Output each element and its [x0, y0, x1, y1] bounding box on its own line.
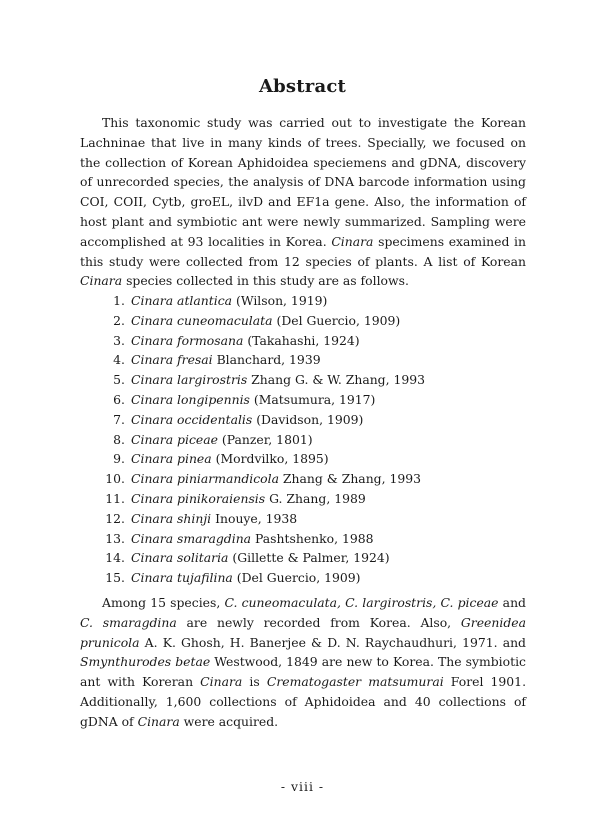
species-author: Zhang & Zhang, 1993 — [282, 471, 422, 487]
list-item — [80, 548, 526, 568]
list-item — [80, 410, 526, 430]
page-title: Abstract — [258, 76, 347, 97]
paragraph-text: Among 15 species, — [102, 595, 225, 610]
species-name: Cinara pinikoraiensis — [131, 490, 266, 506]
species-name: Cinara smaragdina — [131, 530, 252, 546]
species-author: Pashtshenko, 1988 — [255, 530, 374, 546]
list-number: 8. — [113, 431, 125, 447]
list-number: 4. — [113, 352, 125, 368]
list-item — [80, 430, 526, 450]
page-number: - viii - — [280, 779, 325, 794]
genus-name: Cinara — [331, 233, 374, 249]
abstract-paragraph-1 — [80, 113, 526, 291]
list-number: 12. — [105, 510, 125, 526]
species-author: Blanchard, 1939 — [216, 352, 321, 368]
list-number: 1. — [113, 293, 125, 308]
species-author: (Panzer, 1801) — [221, 431, 313, 447]
list-number: 9. — [113, 451, 125, 467]
species-author: (Matsumura, 1917) — [253, 391, 376, 407]
species-author: G. Zhang, 1989 — [269, 490, 366, 506]
species-name: Cinara cuneomaculata — [131, 312, 273, 328]
species-name: C. cuneomaculata, C. largirostris, C. piceae — [224, 595, 499, 610]
species-name: Cinara longipennis — [131, 391, 250, 407]
species-name: Cinara occidentalis — [131, 411, 253, 427]
abstract-paragraph-2 — [80, 593, 526, 732]
list-number: 5. — [113, 372, 125, 388]
species-name: Cinara piceae — [131, 431, 218, 447]
list-number: 13. — [105, 530, 125, 546]
list-number: 15. — [105, 570, 125, 586]
species-list — [80, 291, 526, 588]
species-name: Cinara shinji — [131, 510, 212, 526]
species-name: Cinara fresai — [131, 352, 213, 368]
species-author: Inouye, 1938 — [215, 510, 298, 526]
species-name: Greenidea prunicola — [80, 614, 526, 650]
species-author: (Del Guercio, 1909) — [236, 570, 361, 586]
list-number: 2. — [113, 312, 125, 328]
list-item — [80, 331, 526, 351]
paragraph-text: Westwood, 1849 are new to Korea. The symbiotic ant with Koreran — [80, 654, 526, 690]
list-item — [80, 469, 526, 489]
species-author: (Wilson, 1919) — [235, 293, 328, 308]
list-number: 6. — [113, 391, 125, 407]
list-number: 3. — [113, 332, 125, 348]
paragraph-text: Forel 1901. Additionally, 1,600 collections of Aphidoidea and 40 collections of gDNA of — [80, 674, 527, 729]
species-name: Smynthurodes betae — [80, 654, 211, 670]
list-item — [80, 489, 526, 509]
species-author: (Mordvilko, 1895) — [215, 451, 329, 467]
paragraph-text: This taxonomic study was carried out to investigate the Korean Lachninae that live in many kinds of trees. Specially, we focused on the collection of Korean Aphidoidea speciemens and gDNA, discovery of unrecorded species, the analysis of DNA barcode information using COI, COII, Cytb, groEL, ilvD and EF1a gene. Also, the information of host plant and symbiotic ant were newly summarized. Sampling were accomplished at 93 localities in Korea. — [80, 115, 526, 249]
species-name: Cinara solitaria — [131, 550, 229, 566]
genus-name: Cinara — [80, 273, 123, 289]
species-name: Cinara tujafilina — [131, 570, 233, 586]
species-name: Cinara formosana — [131, 332, 244, 348]
list-number: 7. — [113, 411, 125, 427]
species-name: Cinara pinea — [131, 451, 212, 467]
species-name: C. smaragdina — [80, 614, 177, 630]
paragraph-text: A. K. Ghosh, H. Banerjee & D. N. Raychaudhuri, 1971. and — [139, 634, 526, 650]
list-item — [80, 449, 526, 469]
genus-name: Cinara — [137, 713, 180, 729]
list-item — [80, 568, 526, 588]
paragraph-text: were acquired. — [179, 713, 279, 729]
list-number: 10. — [105, 471, 125, 487]
list-item — [80, 311, 526, 331]
list-item — [80, 529, 526, 549]
species-name: Cinara piniarmandicola — [131, 471, 279, 487]
species-name: Cinara largirostris — [131, 372, 248, 388]
species-author: (Davidson, 1909) — [256, 411, 364, 427]
species-name: Crematogaster matsumurai — [266, 674, 444, 690]
paragraph-text: is — [242, 674, 267, 690]
paragraph-text: species collected in this study are as follows. — [122, 273, 409, 289]
species-name: Cinara atlantica — [131, 293, 233, 308]
list-item — [80, 350, 526, 370]
list-number: 14. — [105, 550, 125, 566]
species-author: (Takahashi, 1924) — [247, 332, 360, 348]
paragraph-text: and — [498, 595, 526, 610]
list-item — [80, 291, 526, 311]
species-author: (Gillette & Palmer, 1924) — [232, 550, 390, 566]
list-item — [80, 370, 526, 390]
paragraph-text: are newly recorded from Korea. Also, — [176, 614, 461, 630]
list-item — [80, 390, 526, 410]
species-author: Zhang G. & W. Zhang, 1993 — [251, 372, 426, 388]
species-author: (Del Guercio, 1909) — [276, 312, 401, 328]
paragraph-text: specimens examined in this study were collected from 12 species of plants. A list of Korean — [80, 233, 526, 269]
list-number: 11. — [105, 490, 125, 506]
genus-name: Cinara — [200, 674, 243, 690]
list-item — [80, 509, 526, 529]
